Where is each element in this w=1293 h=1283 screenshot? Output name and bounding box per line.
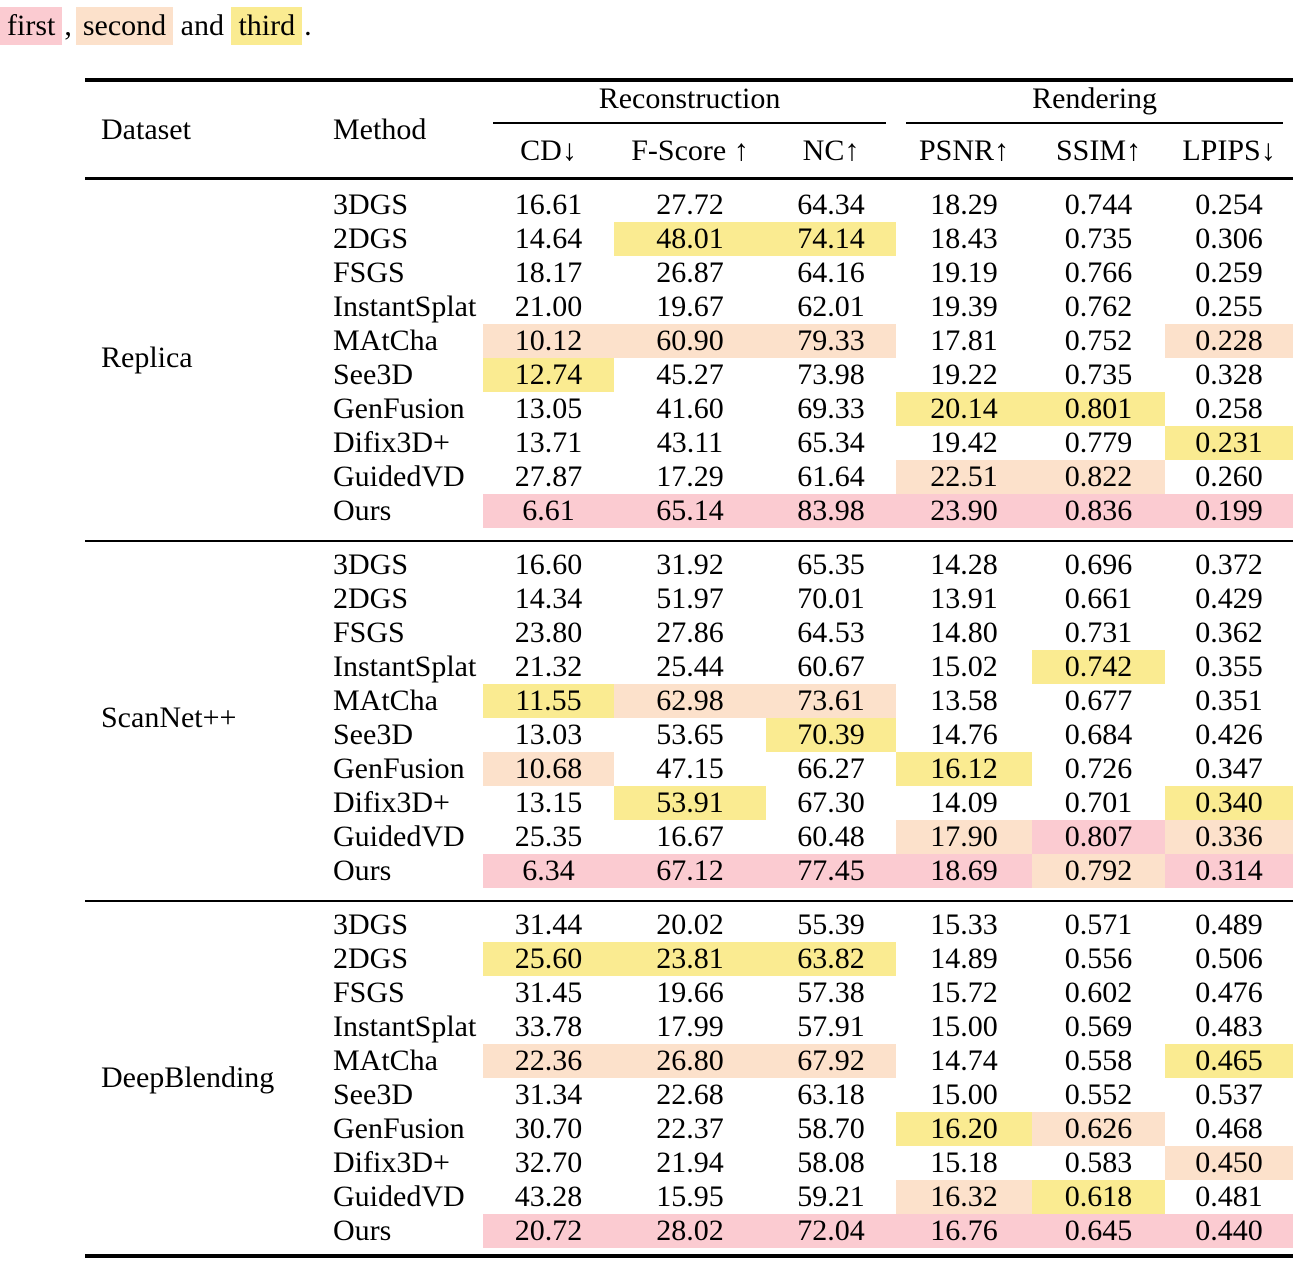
metric-value-cell: 18.17 <box>514 256 583 289</box>
metric-value-cell: 53.91 <box>614 786 766 820</box>
metric-value-cell: 0.779 <box>1064 426 1133 459</box>
metric-value-cell: 55.39 <box>797 908 865 941</box>
metric-value-cell: 0.684 <box>1064 718 1133 751</box>
metric-value-cell: 58.70 <box>797 1112 865 1145</box>
metric-value-cell: 13.03 <box>514 718 583 751</box>
method-name-cell: 2DGS <box>333 942 409 975</box>
method-name-cell: Difix3D+ <box>333 426 450 459</box>
metric-value-cell: 16.67 <box>656 820 724 853</box>
metric-value-cell: 64.53 <box>797 616 865 649</box>
metric-value-cell: 64.16 <box>797 256 865 289</box>
metric-value-cell: 63.82 <box>766 942 896 976</box>
metric-value-cell: 0.677 <box>1064 684 1133 717</box>
method-name-cell: FSGS <box>333 616 405 649</box>
metric-value-cell: 10.12 <box>483 324 614 358</box>
column-group-rendering-label: Rendering <box>906 82 1283 124</box>
metric-value-cell: 25.35 <box>514 820 583 853</box>
metric-value-cell: 65.35 <box>797 548 865 581</box>
metric-value-cell: 0.483 <box>1195 1010 1263 1043</box>
column-header-psnr: PSNR↑ <box>919 134 1010 167</box>
metric-value-cell: 15.18 <box>930 1146 998 1179</box>
metric-value-cell: 0.347 <box>1195 752 1263 785</box>
metric-value-cell: 14.64 <box>514 222 583 255</box>
metric-value-cell: 16.61 <box>514 188 583 221</box>
metric-value-cell: 19.19 <box>930 256 998 289</box>
metric-value-cell: 0.306 <box>1195 222 1263 255</box>
metric-value-cell: 57.91 <box>797 1010 865 1043</box>
metric-value-cell: 0.744 <box>1064 188 1133 221</box>
metric-value-cell: 0.571 <box>1064 908 1133 941</box>
metric-value-cell: 13.05 <box>514 392 583 425</box>
metric-value-cell: 16.76 <box>896 1214 1032 1248</box>
metric-value-cell: 20.72 <box>483 1214 614 1248</box>
metric-value-cell: 60.48 <box>797 820 865 853</box>
metric-value-cell: 0.362 <box>1195 616 1263 649</box>
method-name-cell: 2DGS <box>333 222 409 255</box>
metric-value-cell: 15.33 <box>930 908 998 941</box>
metric-value-cell: 19.66 <box>656 976 724 1009</box>
metric-value-cell: 0.822 <box>1032 460 1165 494</box>
method-name-cell: GenFusion <box>333 1112 465 1145</box>
method-name-cell: InstantSplat <box>333 650 477 683</box>
metric-value-cell: 0.569 <box>1064 1010 1133 1043</box>
metric-value-cell: 77.45 <box>766 854 896 888</box>
metric-value-cell: 26.80 <box>614 1044 766 1078</box>
column-header-cd: CD↓ <box>520 134 577 167</box>
method-name-cell: See3D <box>333 718 413 751</box>
metric-value-cell: 0.735 <box>1064 358 1133 391</box>
method-name-cell: Ours <box>333 494 392 527</box>
metric-value-cell: 23.90 <box>896 494 1032 528</box>
metric-value-cell: 30.70 <box>514 1112 583 1145</box>
table-header-group-row <box>85 82 1293 128</box>
column-group-rendering <box>896 82 1293 128</box>
metric-value-cell: 58.08 <box>797 1146 865 1179</box>
metric-value-cell: 10.68 <box>483 752 614 786</box>
metric-value-cell: 19.39 <box>930 290 998 323</box>
table-body <box>85 177 1293 1254</box>
metric-value-cell: 65.14 <box>614 494 766 528</box>
method-name-cell: 3DGS <box>333 908 409 941</box>
metric-value-cell: 0.468 <box>1195 1112 1263 1145</box>
metric-value-cell: 0.476 <box>1195 976 1263 1009</box>
metric-value-cell: 14.80 <box>930 616 998 649</box>
method-name-cell: 2DGS <box>333 582 409 615</box>
metric-value-cell: 14.76 <box>930 718 998 751</box>
results-table-wrapper <box>85 78 1293 1258</box>
metric-value-cell: 57.38 <box>797 976 865 1009</box>
metric-value-cell: 16.20 <box>896 1112 1032 1146</box>
highlight-legend <box>0 6 316 46</box>
metric-value-cell: 63.18 <box>797 1078 865 1111</box>
metric-value-cell: 65.34 <box>797 426 865 459</box>
metric-value-cell: 0.735 <box>1064 222 1133 255</box>
metric-value-cell: 0.558 <box>1064 1044 1133 1077</box>
metric-value-cell: 79.33 <box>766 324 896 358</box>
column-header-nc: NC↑ <box>802 134 860 167</box>
metric-value-cell: 14.34 <box>514 582 583 615</box>
metric-value-cell: 31.34 <box>514 1078 583 1111</box>
metric-value-cell: 0.661 <box>1064 582 1133 615</box>
metric-value-cell: 70.01 <box>797 582 865 615</box>
metric-value-cell: 31.45 <box>514 976 583 1009</box>
metric-value-cell: 0.328 <box>1195 358 1263 391</box>
legend-first-swatch: first <box>0 7 62 45</box>
metric-value-cell: 6.34 <box>483 854 614 888</box>
legend-and: and <box>180 9 224 42</box>
metric-value-cell: 21.00 <box>514 290 583 323</box>
column-header-fscore: F-Score ↑ <box>631 134 749 167</box>
metric-value-cell: 18.43 <box>930 222 998 255</box>
metric-value-cell: 0.254 <box>1195 188 1263 221</box>
column-header-ssim: SSIM↑ <box>1056 134 1142 167</box>
method-name-cell: InstantSplat <box>333 1010 477 1043</box>
metric-value-cell: 53.65 <box>656 718 724 751</box>
metric-value-cell: 20.02 <box>656 908 724 941</box>
metric-value-cell: 18.29 <box>930 188 998 221</box>
metric-value-cell: 11.55 <box>483 684 614 718</box>
metric-value-cell: 48.01 <box>614 222 766 256</box>
metric-value-cell: 0.465 <box>1165 1044 1293 1078</box>
metric-value-cell: 17.29 <box>656 460 724 493</box>
metric-value-cell: 74.14 <box>766 222 896 256</box>
metric-value-cell: 0.602 <box>1064 976 1133 1009</box>
metric-value-cell: 15.00 <box>930 1078 998 1111</box>
metric-value-cell: 32.70 <box>514 1146 583 1179</box>
metric-value-cell: 67.92 <box>766 1044 896 1078</box>
metric-value-cell: 0.481 <box>1195 1180 1263 1213</box>
metric-value-cell: 0.489 <box>1195 908 1263 941</box>
block-separator-rule <box>85 534 1293 548</box>
method-name-cell: GuidedVD <box>333 1180 465 1213</box>
metric-value-cell: 0.645 <box>1032 1214 1165 1248</box>
legend-second-swatch: second <box>76 7 173 45</box>
metric-value-cell: 0.766 <box>1064 256 1133 289</box>
dataset-name-cell: Replica <box>101 341 193 374</box>
metric-value-cell: 0.762 <box>1064 290 1133 323</box>
metric-value-cell: 16.60 <box>514 548 583 581</box>
metric-value-cell: 19.42 <box>930 426 998 459</box>
metric-value-cell: 0.742 <box>1032 650 1165 684</box>
method-name-cell: See3D <box>333 358 413 391</box>
method-name-cell: 3DGS <box>333 548 409 581</box>
header-separator-row <box>85 177 1293 188</box>
method-name-cell: FSGS <box>333 256 405 289</box>
metric-value-cell: 0.340 <box>1165 786 1293 820</box>
metric-value-cell: 0.450 <box>1165 1146 1293 1180</box>
metric-value-cell: 15.00 <box>930 1010 998 1043</box>
method-name-cell: Difix3D+ <box>333 1146 450 1179</box>
block-separator-row <box>85 534 1293 548</box>
method-name-cell: GuidedVD <box>333 820 465 853</box>
metric-value-cell: 22.68 <box>656 1078 724 1111</box>
block-separator-row <box>85 894 1293 908</box>
method-name-cell: Ours <box>333 1214 392 1247</box>
metric-value-cell: 0.556 <box>1064 942 1133 975</box>
metric-value-cell: 59.21 <box>797 1180 865 1213</box>
metric-value-cell: 0.506 <box>1195 942 1263 975</box>
metric-value-cell: 72.04 <box>766 1214 896 1248</box>
metric-value-cell: 0.583 <box>1064 1146 1133 1179</box>
metric-value-cell: 15.02 <box>930 650 998 683</box>
metric-value-cell: 13.71 <box>514 426 583 459</box>
metric-value-cell: 19.22 <box>930 358 998 391</box>
metric-value-cell: 18.69 <box>896 854 1032 888</box>
metric-value-cell: 14.28 <box>930 548 998 581</box>
metric-value-cell: 27.87 <box>514 460 583 493</box>
metric-value-cell: 62.98 <box>614 684 766 718</box>
metric-value-cell: 51.97 <box>656 582 724 615</box>
metric-value-cell: 0.228 <box>1165 324 1293 358</box>
method-name-cell: GenFusion <box>333 752 465 785</box>
metric-value-cell: 21.94 <box>656 1146 724 1179</box>
metric-value-cell: 25.44 <box>656 650 724 683</box>
metric-value-cell: 22.36 <box>483 1044 614 1078</box>
metric-value-cell: 41.60 <box>656 392 724 425</box>
metric-value-cell: 0.440 <box>1165 1214 1293 1248</box>
metric-value-cell: 6.61 <box>483 494 614 528</box>
metric-value-cell: 0.752 <box>1064 324 1133 357</box>
metric-value-cell: 28.02 <box>614 1214 766 1248</box>
method-name-cell: 3DGS <box>333 188 409 221</box>
metric-value-cell: 0.807 <box>1032 820 1165 854</box>
metric-value-cell: 67.12 <box>614 854 766 888</box>
method-name-cell: GuidedVD <box>333 460 465 493</box>
table-row <box>85 548 1293 582</box>
metric-value-cell: 0.696 <box>1064 548 1133 581</box>
metric-value-cell: 0.731 <box>1064 616 1133 649</box>
metric-value-cell: 61.64 <box>797 460 865 493</box>
table-row <box>85 188 1293 222</box>
metric-value-cell: 83.98 <box>766 494 896 528</box>
metric-value-cell: 0.792 <box>1032 854 1165 888</box>
metric-value-cell: 69.33 <box>797 392 865 425</box>
metric-value-cell: 43.28 <box>514 1180 583 1213</box>
metric-value-cell: 14.09 <box>930 786 998 819</box>
method-name-cell: GenFusion <box>333 392 465 425</box>
method-name-cell: MAtCha <box>333 1044 438 1077</box>
metric-value-cell: 67.30 <box>797 786 865 819</box>
metric-value-cell: 0.199 <box>1165 494 1293 528</box>
method-name-cell: Ours <box>333 854 392 887</box>
column-header-lpips: LPIPS↓ <box>1182 134 1276 167</box>
metric-value-cell: 0.231 <box>1165 426 1293 460</box>
metric-value-cell: 0.426 <box>1195 718 1263 751</box>
metric-value-cell: 60.90 <box>614 324 766 358</box>
metric-value-cell: 27.72 <box>656 188 724 221</box>
column-header-dataset: Dataset <box>101 112 191 146</box>
metric-value-cell: 17.81 <box>930 324 998 357</box>
metric-value-cell: 15.72 <box>930 976 998 1009</box>
metric-value-cell: 0.372 <box>1195 548 1263 581</box>
method-name-cell: InstantSplat <box>333 290 477 323</box>
metric-value-cell: 0.801 <box>1032 392 1165 426</box>
metric-value-cell: 0.726 <box>1064 752 1133 785</box>
metric-value-cell: 14.89 <box>930 942 998 975</box>
method-name-cell: MAtCha <box>333 324 438 357</box>
metric-value-cell: 0.701 <box>1064 786 1133 819</box>
metric-value-cell: 14.74 <box>930 1044 998 1077</box>
metric-value-cell: 0.258 <box>1195 392 1263 425</box>
metric-value-cell: 0.836 <box>1032 494 1165 528</box>
metric-value-cell: 15.95 <box>656 1180 724 1213</box>
metric-value-cell: 73.61 <box>766 684 896 718</box>
metric-value-cell: 31.44 <box>514 908 583 941</box>
column-group-reconstruction <box>483 82 896 128</box>
metric-value-cell: 47.15 <box>656 752 724 785</box>
metric-value-cell: 0.618 <box>1032 1180 1165 1214</box>
metric-value-cell: 31.92 <box>656 548 724 581</box>
block-separator-rule <box>85 894 1293 908</box>
metric-value-cell: 0.314 <box>1165 854 1293 888</box>
table-head <box>85 82 1293 177</box>
legend-comma: , <box>64 9 72 42</box>
metric-value-cell: 0.336 <box>1165 820 1293 854</box>
method-name-cell: See3D <box>333 1078 413 1111</box>
metric-value-cell: 62.01 <box>797 290 865 323</box>
metric-value-cell: 23.81 <box>614 942 766 976</box>
metric-value-cell: 19.67 <box>656 290 724 323</box>
metric-value-cell: 0.351 <box>1195 684 1263 717</box>
metric-value-cell: 16.32 <box>896 1180 1032 1214</box>
metric-value-cell: 43.11 <box>656 426 724 459</box>
metric-value-cell: 0.537 <box>1195 1078 1263 1111</box>
legend-third-swatch: third <box>231 7 302 45</box>
method-name-cell: Difix3D+ <box>333 786 450 819</box>
dataset-name-cell: ScanNet++ <box>101 701 237 734</box>
metric-value-cell: 0.259 <box>1195 256 1263 289</box>
metric-value-cell: 64.34 <box>797 188 865 221</box>
results-table <box>85 82 1293 1254</box>
metric-value-cell: 60.67 <box>797 650 865 683</box>
metric-value-cell: 33.78 <box>514 1010 583 1043</box>
metric-value-cell: 23.80 <box>514 616 583 649</box>
metric-value-cell: 13.58 <box>930 684 998 717</box>
metric-value-cell: 13.91 <box>930 582 998 615</box>
metric-value-cell: 16.12 <box>896 752 1032 786</box>
metric-value-cell: 0.626 <box>1032 1112 1165 1146</box>
metric-value-cell: 66.27 <box>797 752 865 785</box>
metric-value-cell: 17.99 <box>656 1010 724 1043</box>
metric-value-cell: 0.552 <box>1064 1078 1133 1111</box>
metric-value-cell: 0.429 <box>1195 582 1263 615</box>
column-header-method: Method <box>333 112 427 146</box>
metric-value-cell: 0.255 <box>1195 290 1263 323</box>
metric-value-cell: 25.60 <box>483 942 614 976</box>
method-name-cell: FSGS <box>333 976 405 1009</box>
table-row <box>85 908 1293 942</box>
legend-period: . <box>304 9 312 42</box>
metric-value-cell: 12.74 <box>483 358 614 392</box>
dataset-name-cell: DeepBlending <box>101 1061 275 1094</box>
metric-value-cell: 17.90 <box>896 820 1032 854</box>
metric-value-cell: 27.86 <box>656 616 724 649</box>
metric-value-cell: 22.37 <box>656 1112 724 1145</box>
column-group-reconstruction-label: Reconstruction <box>493 82 886 124</box>
metric-value-cell: 45.27 <box>656 358 724 391</box>
metric-value-cell: 22.51 <box>896 460 1032 494</box>
metric-value-cell: 20.14 <box>896 392 1032 426</box>
metric-value-cell: 0.355 <box>1195 650 1263 683</box>
metric-value-cell: 73.98 <box>797 358 865 391</box>
metric-value-cell: 26.87 <box>656 256 724 289</box>
method-name-cell: MAtCha <box>333 684 438 717</box>
table-bottom-rule <box>85 1254 1293 1258</box>
metric-value-cell: 13.15 <box>514 786 583 819</box>
metric-value-cell: 21.32 <box>514 650 583 683</box>
metric-value-cell: 0.260 <box>1195 460 1263 493</box>
metric-value-cell: 70.39 <box>766 718 896 752</box>
header-separator-rule <box>85 177 1293 188</box>
